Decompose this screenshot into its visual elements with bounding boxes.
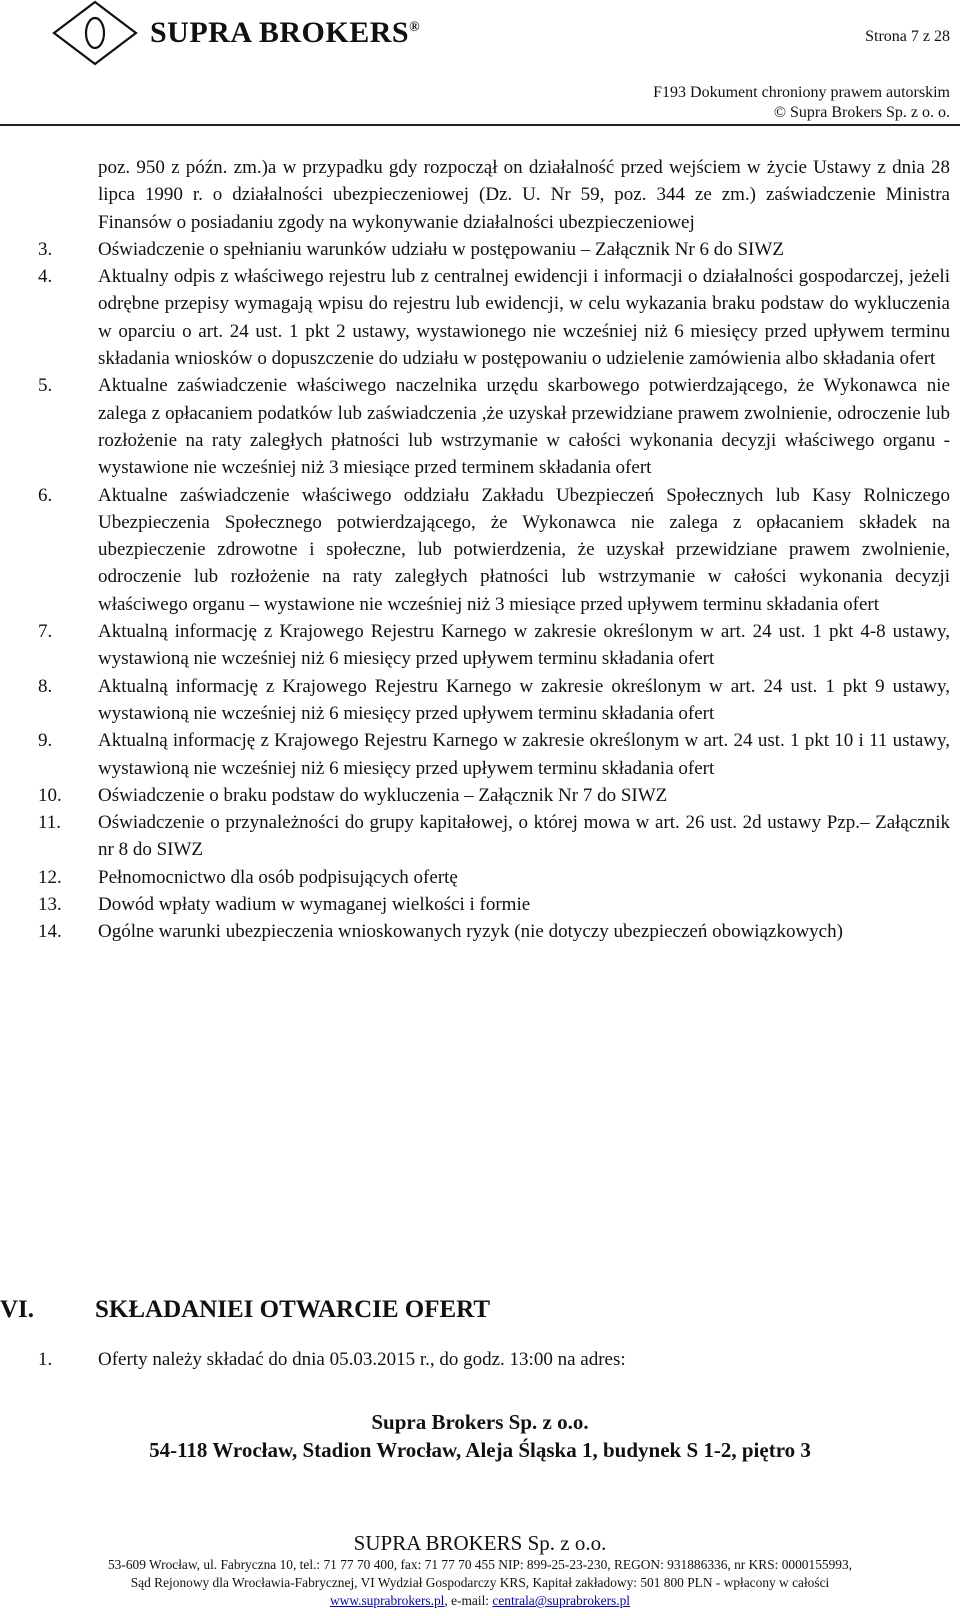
list-item: 6. Aktualne zaświadczenie właściwego oddziału Zakładu Ubezpieczeń Społecznych lub Kasy Rolniczego Ubezpieczenia Społecznego potwierdzającego, że Wykonawca nie zalega z opłacaniem składek na ubezpieczenie zdrowotne i społeczne, lub potwierdzenia, że uzyskał przewidziane prawem zwolnienie, odroczenie lub rozłożenie na raty zaległych płatności lub wstrzymanie w całości wykonania decyzji właściwego organu – wystawione nie wcześniej niż 3 miesiące przed upływem terminu składania ofert: [38, 484, 950, 615]
intro-paragraph: poz. 950 z późn. zm.)a w przypadku gdy rozpoczął on działalność przed wejściem w życie Ustawy z dnia 28 lipca 1990 r. o działalności ubezpieczeniowej (Dz. U. Nr 59, poz. 344 ze zm.) zaświadczenie Ministra Finansów o posiadaniu zgody na wykonywanie działalności ubezpieczeniowej: [98, 157, 950, 233]
page-header: [0, 0, 960, 121]
brand-name: SUPRA BROKERS®: [150, 16, 421, 49]
list-item: 5. Aktualne zaświadczenie właściwego naczelnika urzędu skarbowego potwierdzającego, że Wykonawca nie zalega z opłacaniem podatków lub zaświadczenia ,że uzyskał przewidziane prawem zwolnienie, odroczenie lub rozłożenie na raty zaległych płatności lub wstrzymanie w całości wykonania decyzji właściwego organu - wystawione nie wcześniej niż 3 miesiące przed terminem składania ofert: [38, 375, 950, 479]
document-body: [38, 154, 950, 946]
page-footer: [0, 1530, 960, 1610]
copyright: © Supra Brokers Sp. z o. o.: [773, 104, 950, 121]
list-item: 1. Oferty należy składać do dnia 05.03.2015 r., do godz. 13:00 na adres:: [38, 1349, 626, 1370]
header-divider: [0, 124, 960, 126]
website-link[interactable]: www.suprabrokers.pl: [329, 1593, 445, 1608]
list-item: 12. Pełnomocnictwo dla osób podpisujących ofertę: [38, 866, 458, 888]
list-item: 11. Oświadczenie o przynależności do grupy kapitałowej, o której mowa w art. 26 ust. 2d ustawy Pzp.– Załącznik nr 8 do SIWZ: [38, 812, 950, 861]
section-number: VI.: [0, 1296, 35, 1323]
address-company: Supra Brokers Sp. z o.o.: [371, 1410, 589, 1434]
page-number: Strona 7 z 28: [865, 28, 950, 45]
section-title: SKŁADANIEI OTWARCIE OFERT: [95, 1296, 491, 1323]
footer-company: SUPRA BROKERS Sp. z o.o.: [353, 1531, 607, 1555]
address-street: 54-118 Wrocław, Stadion Wrocław, Aleja Śląska 1, budynek S 1-2, piętro 3: [149, 1438, 811, 1462]
email-link[interactable]: centrala@suprabrokers.pl: [492, 1593, 631, 1608]
list-item: 14. Ogólne warunki ubezpieczenia wnioskowanych ryzyk (nie dotyczy ubezpieczeń obowiązkowych): [38, 921, 843, 943]
section-body: [38, 1346, 950, 1373]
list-item: 9. Aktualną informację z Krajowego Rejestru Karnego w zakresie określonym w art. 24 ust. 1 pkt 10 i 11 ustawy, wystawioną nie wcześniej niż 6 miesięcy przed upływem terminu składania ofert: [38, 730, 950, 779]
list-item: 10. Oświadczenie o braku podstaw do wykluczenia – Załącznik Nr 7 do SIWZ: [38, 784, 668, 806]
supra-logo-icon: [50, 0, 140, 66]
list-item: 8. Aktualną informację z Krajowego Rejestru Karnego w zakresie określonym w art. 24 ust. 1 pkt 9 ustawy, wystawioną nie wcześniej niż 6 miesięcy przed upływem terminu składania ofert: [38, 675, 950, 724]
footer-registry: Sąd Rejonowy dla Wrocławia-Fabrycznej, VI Wydział Gospodarczy KRS, Kapitał zakładowy: 501 800 PLN - wpłacony w całości: [130, 1575, 830, 1590]
list-item: 13. Dowód wpłaty wadium w wymaganej wielkości i formie: [38, 894, 531, 916]
footer-contacts: www.suprabrokers.pl, e-mail: centrala@suprabrokers.pl: [329, 1593, 631, 1608]
list-item: 4. Aktualny odpis z właściwego rejestru lub z centralnej ewidencji i informacji o działalności gospodarczej, jeżeli odrębne przepisy wymagają wpisu do rejestru lub ewidencji, w celu wykazania braku podstaw do wykluczenia w oparciu o art. 24 ust. 1 pkt 2 ustawy, wystawionego nie wcześniej niż 6 miesięcy przed upływem terminu składania wniosków o dopuszczenie do udziału w postępowaniu o udzielenie zamówienia albo składania ofert: [38, 266, 950, 370]
footer-address: 53-609 Wrocław, ul. Fabryczna 10, tel.: 71 77 70 400, fax: 71 77 70 455 NIP: 899-25-23-230, REGON: 931886336, nr KRS: 0000155993,: [107, 1557, 853, 1572]
doc-id: F193 Dokument chroniony prawem autorskim: [653, 84, 950, 101]
list-item: 7. Aktualną informację z Krajowego Rejestru Karnego w zakresie określonym w art. 24 ust. 1 pkt 4-8 ustawy, wystawioną nie wcześniej niż 6 miesięcy przed upływem terminu składania ofert: [38, 621, 950, 670]
list-item: 3. Oświadczenie o spełnianiu warunków udziału w postępowaniu – Załącznik Nr 6 do SIWZ: [38, 238, 784, 260]
